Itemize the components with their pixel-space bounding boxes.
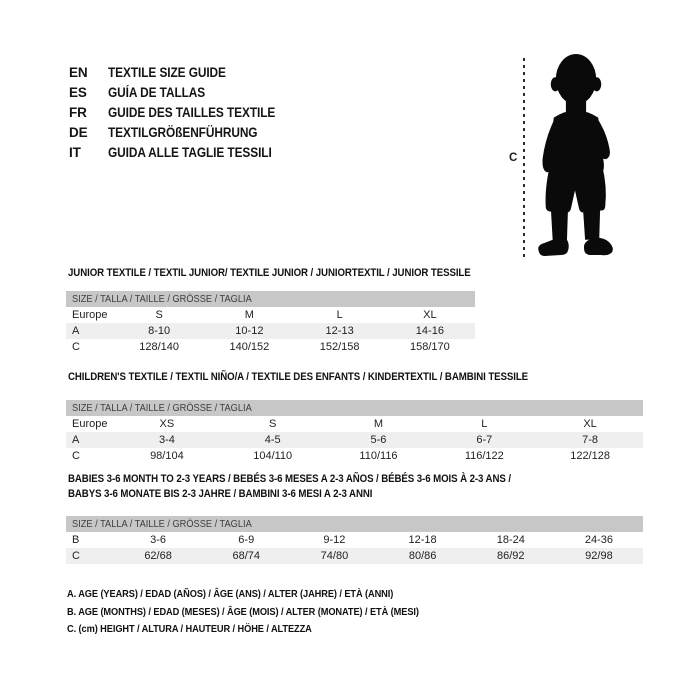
table-row-c: [66, 339, 475, 355]
size-value-cell: 68/74: [232, 550, 261, 562]
size-value-cell: 128/140: [139, 341, 179, 353]
table-title-line: JUNIOR TEXTILE / TEXTIL JUNIOR/ TEXTILE JUNIOR / JUNIORTEXTIL / JUNIOR TESSILE: [68, 267, 471, 279]
row-label: C: [72, 341, 80, 353]
size-header-text: SIZE / TALLA / TAILLE / GRÖSSE / TAGLIA: [72, 402, 252, 414]
size-value-cell: 104/110: [253, 450, 293, 462]
language-code: DE: [69, 125, 88, 140]
row-label: B: [72, 534, 80, 546]
size-value-cell: 3-6: [150, 534, 167, 546]
language-code: IT: [69, 145, 81, 160]
size-header-bar: [66, 400, 643, 416]
table-title-line: BABIES 3-6 MONTH TO 2-3 YEARS / BEBÉS 3-6 MESES A 2-3 AÑOS / BÉBÉS 3-6 MOIS À 2-3 ANS /: [68, 473, 511, 485]
table-title-line: CHILDREN'S TEXTILE / TEXTIL NIÑO/A / TEXTILE DES ENFANTS / KINDERTEXTIL / BAMBINI TESSILE: [68, 371, 529, 383]
size-value-cell: 12-18: [408, 534, 437, 546]
height-dashed-line: [523, 58, 525, 260]
size-value-cell: 12-13: [325, 325, 354, 337]
size-value-cell: 110/116: [359, 450, 398, 462]
language-label: GUIDA ALLE TAGLIE TESSILI: [108, 145, 272, 160]
language-row: [69, 63, 298, 83]
language-row: [69, 123, 298, 143]
table-row-europe: [66, 416, 643, 432]
language-code: EN: [69, 65, 88, 80]
height-measure-label: C: [509, 152, 518, 164]
size-value-cell: XL: [423, 309, 437, 321]
row-label: Europe: [72, 418, 108, 430]
toddler-silhouette-icon: [536, 53, 616, 261]
figure-area: [505, 50, 650, 268]
language-label: GUIDE DES TAILLES TEXTILE: [108, 105, 276, 120]
size-header-bar: [66, 291, 475, 307]
row-label: C: [72, 550, 80, 562]
size-value-cell: 10-12: [235, 325, 264, 337]
legend-line: C. (cm) HEIGHT / ALTURA / HAUTEUR / HÖHE / ALTEZZA: [67, 623, 312, 635]
size-value-cell: 3-4: [158, 434, 175, 446]
table-row-a: [66, 432, 643, 448]
size-value-cell: 4-5: [264, 434, 281, 446]
size-value-cell: 24-36: [584, 534, 614, 546]
size-value-cell: 80/86: [408, 550, 437, 562]
size-value-cell: 7-8: [582, 434, 599, 446]
language-label: TEXTILE SIZE GUIDE: [108, 65, 226, 80]
size-value-cell: 9-12: [323, 534, 346, 546]
legend: [67, 586, 467, 639]
size-value-cell: 122/128: [570, 450, 610, 462]
size-value-cell: XS: [159, 418, 175, 430]
size-value-cell: 62/68: [144, 550, 172, 562]
table-row-a: [66, 323, 475, 339]
size-value-cell: 5-6: [370, 434, 387, 446]
language-row: [69, 143, 298, 163]
size-value-cell: M: [244, 309, 254, 321]
size-value-cell: 8-10: [148, 325, 171, 337]
size-value-cell: 140/152: [229, 341, 270, 353]
size-header-text: SIZE / TALLA / TAILLE / GRÖSSE / TAGLIA: [72, 293, 252, 305]
size-value-cell: 74/80: [320, 550, 349, 562]
size-value-cell: S: [269, 418, 277, 430]
size-value-cell: XL: [583, 418, 597, 430]
table-row-c: [66, 448, 643, 464]
babies-size-table: [66, 516, 643, 564]
table-row-b: [66, 532, 643, 548]
row-label: Europe: [72, 309, 108, 321]
language-list: [69, 63, 298, 163]
language-code: FR: [69, 105, 87, 120]
size-value-cell: 14-16: [415, 325, 444, 337]
legend-line: A. AGE (YEARS) / EDAD (AÑOS) / ÂGE (ANS) / ALTER (JAHRE) / ETÀ (ANNI): [67, 588, 394, 600]
size-header-text: SIZE / TALLA / TAILLE / GRÖSSE / TAGLIA: [72, 518, 252, 530]
row-label: A: [72, 434, 80, 446]
size-value-cell: 158/170: [409, 341, 450, 353]
language-row: [69, 103, 298, 123]
row-label: A: [72, 325, 80, 337]
size-value-cell: 152/158: [319, 341, 360, 353]
size-value-cell: 92/98: [585, 550, 613, 562]
language-code: ES: [69, 85, 87, 100]
legend-line: B. AGE (MONTHS) / EDAD (MESES) / ÂGE (MOIS) / ALTER (MONATE) / ETÀ (MESI): [67, 605, 419, 618]
junior-table-title: [68, 266, 668, 281]
junior-size-table: [66, 291, 475, 355]
size-value-cell: 6-7: [476, 434, 493, 446]
children-table-title: [68, 370, 668, 385]
size-header-bar: [66, 516, 643, 532]
size-value-cell: M: [373, 418, 384, 430]
size-value-cell: S: [155, 309, 163, 321]
children-size-table: [66, 400, 643, 464]
row-label: C: [72, 450, 80, 462]
table-row-europe: [66, 307, 475, 323]
size-value-cell: 86/92: [497, 550, 525, 562]
table-title-line: BABYS 3-6 MONATE BIS 2-3 JAHRE / BAMBINI 3-6 MESI A 2-3 ANNI: [68, 488, 373, 500]
size-value-cell: 6-9: [238, 534, 255, 546]
size-value-cell: 116/122: [464, 450, 504, 462]
size-value-cell: 18-24: [496, 534, 525, 546]
language-label: TEXTILGRÖßENFÜHRUNG: [108, 125, 258, 140]
table-row-c: [66, 548, 643, 564]
language-label: GUÍA DE TALLAS: [108, 85, 206, 100]
size-value-cell: L: [481, 418, 488, 430]
size-value-cell: L: [336, 309, 343, 321]
size-value-cell: 98/104: [150, 450, 184, 462]
language-row: [69, 83, 298, 103]
babies-table-title: [68, 472, 668, 502]
